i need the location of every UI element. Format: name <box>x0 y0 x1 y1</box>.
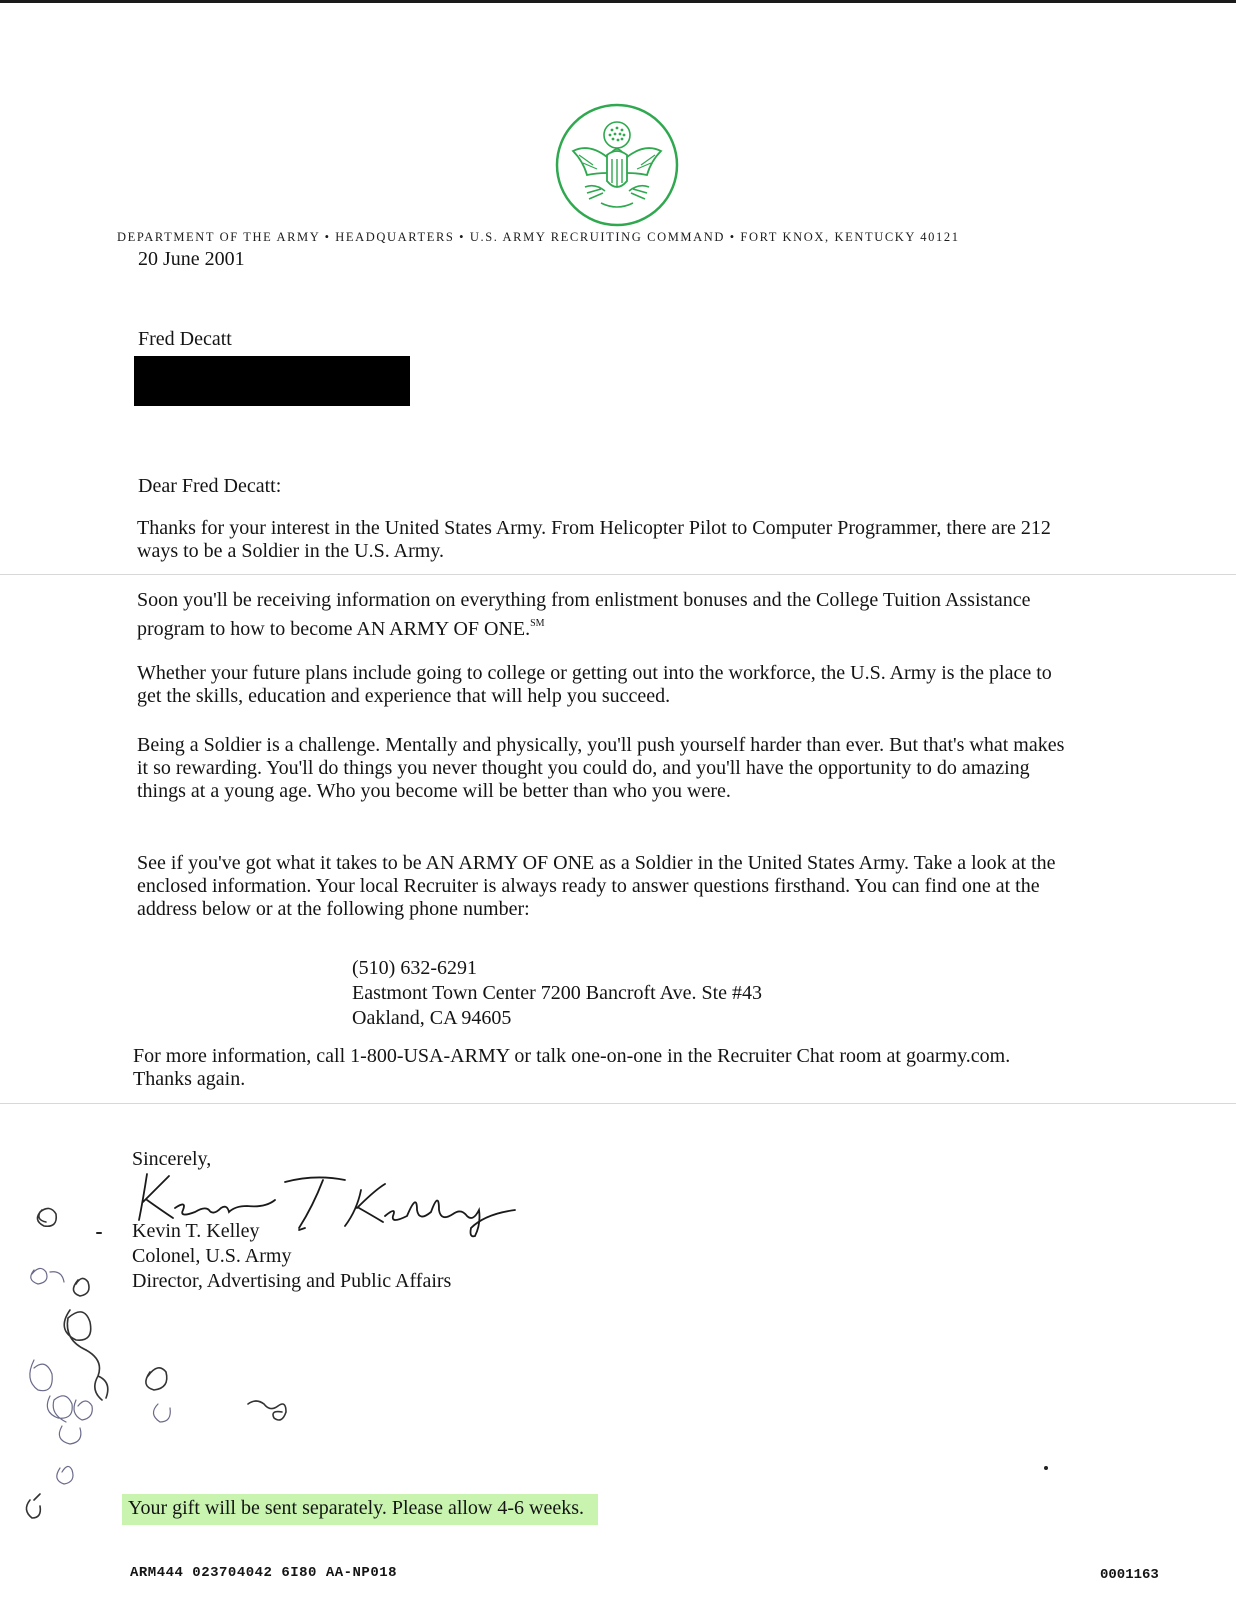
signer-title: Colonel, U.S. Army <box>132 1245 292 1267</box>
paragraph-future-plans: Whether your future plans include going to college or getting out into the workforce, the U.S. Army is the place to get the skills, education and experience that will help you succeed. <box>137 662 1052 707</box>
reference-code: ARM444 023704042 6I80 AA-NP018 <box>130 1565 398 1581</box>
ink-speck <box>96 1232 102 1234</box>
great-seal-eagle-icon <box>555 103 679 227</box>
page-top-edge <box>0 0 1236 3</box>
page-number: 0001163 <box>1100 1567 1159 1583</box>
paragraph-intro: Thanks for your interest in the United States Army. From Helicopter Pilot to Computer Programmer, there are 212 ways to be a Soldier in the U.S. Army. <box>137 517 1051 562</box>
recruiter-phone: (510) 632-6291 <box>352 957 477 979</box>
recipient-name: Fred Decatt <box>138 328 232 350</box>
salutation: Dear Fred Decatt: <box>138 475 282 497</box>
letter-date: 20 June 2001 <box>138 248 245 270</box>
closing: Sincerely, <box>132 1148 212 1170</box>
ink-speck <box>1044 1466 1048 1470</box>
redacted-address-block <box>134 356 410 406</box>
fold-line <box>0 1103 1236 1104</box>
signer-department: Director, Advertising and Public Affairs <box>132 1270 452 1292</box>
recruiter-address-line1: Eastmont Town Center 7200 Bancroft Ave. Ste #43 <box>352 982 763 1004</box>
recruiter-contact <box>352 956 762 1031</box>
paragraph-information <box>137 589 1077 641</box>
paragraph-more-info: For more information, call 1-800-USA-ARMY or talk one-on-one in the Recruiter Chat room at goarmy.com. Thanks again. <box>133 1045 1011 1090</box>
service-mark: SM <box>530 618 545 629</box>
signer-name: Kevin T. Kelley <box>132 1220 260 1242</box>
recruiter-address-line2: Oakland, CA 94605 <box>352 1007 512 1029</box>
paragraph-recruiter: See if you've got what it takes to be AN ARMY OF ONE as a Soldier in the United States Army. Take a look at the enclosed information. Your local Recruiter is always ready to answer questions firsthand. You can find one at the address below or at the following phone number: <box>137 852 1056 920</box>
fold-line <box>0 574 1236 575</box>
letterhead: DEPARTMENT OF THE ARMY • HEADQUARTERS • U.S. ARMY RECRUITING COMMAND • FORT KNOX, KENTUCKY 40121 <box>117 230 960 244</box>
paragraph-challenge: Being a Soldier is a challenge. Mentally and physically, you'll push yourself harder than ever. But that's what makes it so rewarding. You'll do things you never thought you could do, and you'll have the opportunity to do amazing things at a young age. Who you become will be better than who you were. <box>137 734 1065 802</box>
paragraph-information-text: Soon you'll be receiving information on everything from enlistment bonuses and the College Tuition Assistance program to how to become AN ARMY OF ONE. <box>137 589 1031 640</box>
gift-notice: Your gift will be sent separately. Please allow 4-6 weeks. <box>122 1494 598 1525</box>
